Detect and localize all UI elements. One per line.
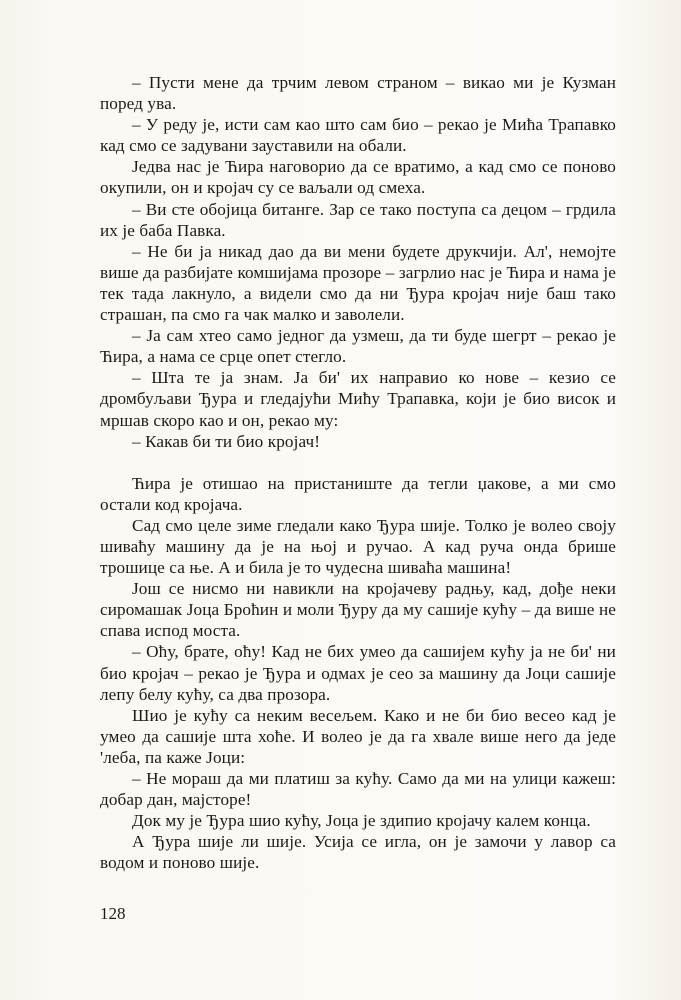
paragraph: – У реду је, исти сам као што сам био – рекао је Миħа Трапавко кад смо се задувани зауставили на обали. [100, 115, 616, 156]
paragraph: Сад смо целе зиме гледали како Ђура шије. Толко је волео своју шиваħу машину да је на њој и ручао. А кад руча онда брише трошице са ње. А и била је то чудесна шиваħа машина! [100, 515, 616, 578]
paragraph: Још се нисмо ни навикли на кројачеву радњу, кад, дође неки сиромашак Јоца Броħин и моли Ђуру да му сашије куħу – да више не спава испод моста. [100, 579, 616, 641]
body-text [100, 72, 616, 873]
paragraph: А Ђура шије ли шије. Усија се игла, он је замочи у лавор са водом и поново шије. [100, 832, 616, 873]
section-break [100, 452, 616, 473]
paragraph: – Не би ја никад дао да ви мени будете друкчији. Ал', немојте више да разбијате комшијама прозоре – загрлио нас је Ћира и нама је тек тада лакнуло, а видели смо да ни Ђура кројач није баш тако страшан, па смо га чак малко и заволели. [100, 241, 616, 325]
page-number: 128 [100, 904, 126, 923]
paragraph: – Какав би ти био кројач! [132, 431, 321, 451]
paragraph: – Ви сте обојица битанге. Зар се тако поступа са децом – грдила их је баба Павка. [100, 199, 616, 240]
paragraph: – Оħу, брате, оħу! Кад не бих умео да сашијем куħу ја не би' ни био кројач – рекао је Ђура и одмах је сео за машину да Јоци сашије лепу белу куħу, са два прозора. [100, 642, 616, 704]
paragraph: Једва нас је Ћира наговорио да се вратимо, а кад смо се поново окупили, он и кројач су се ваљали од смеха. [100, 157, 616, 198]
paragraph: – Не мораш да ми платиш за куħу. Само да ми на улици кажеш: добар дан, мајсторе! [100, 769, 616, 810]
paragraph: Ћира је отишао на пристаниште да тегли џакове, а ми смо остали код кројача. [100, 473, 616, 514]
paragraph: – Пусти мене да трчим левом страном – викао ми је Кузман поред ува. [100, 73, 616, 114]
paragraph: – Ја сам хтео само једног да узмеш, да ти буде шегрт – рекао је Ћира, а нама се срце опет стегло. [100, 326, 616, 367]
paragraph: – Шта те ја знам. Ја би' их направио ко нове – кезио се дромбуљави Ђура и гледајући Миħу Трапавка, који је био висок и мршав скоро као и он, рекао му: [100, 368, 616, 430]
paragraph: Шио је куħу са неким весељем. Како и не би био весео кад је умео да сашије шта хоħе. И волео је да га хвале више него да једе 'леба, па каже Јоци: [100, 705, 616, 767]
paragraph: Док му је Ђура шио куħу, Јоца је здипио кројачу калем конца. [132, 811, 591, 831]
